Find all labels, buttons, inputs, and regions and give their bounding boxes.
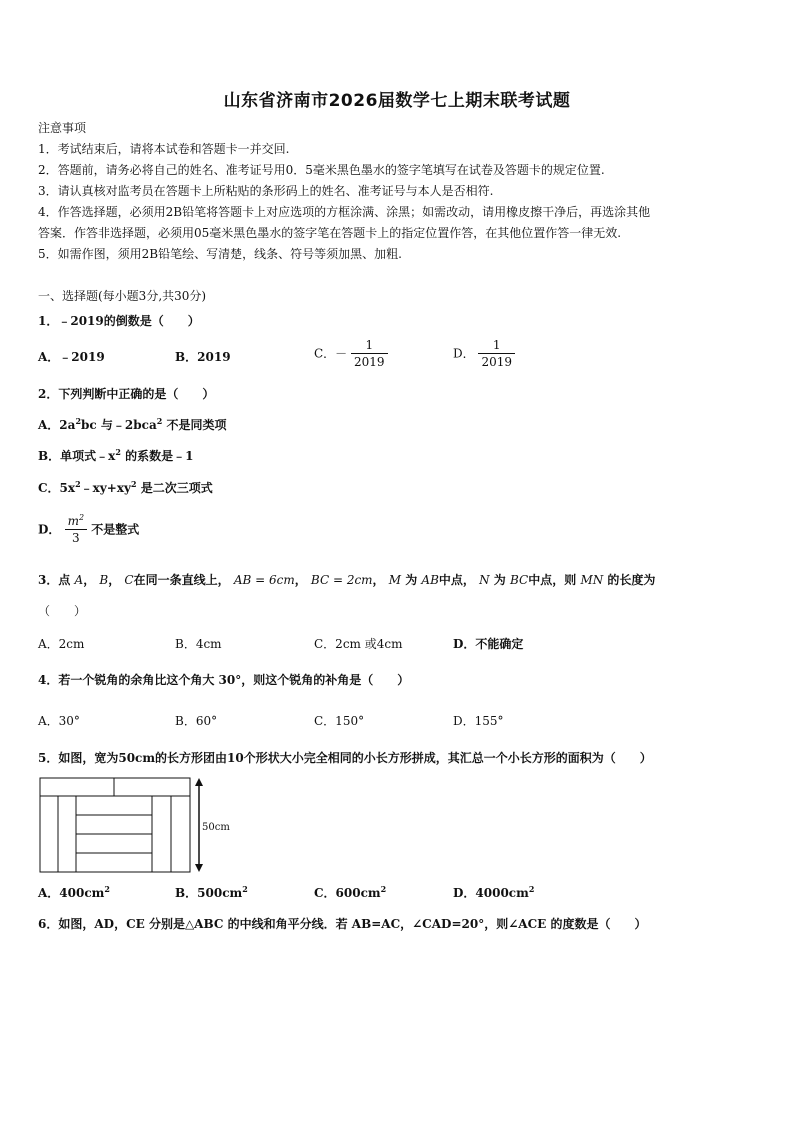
q2-stem: 2．下列判断中正确的是（ ）: [38, 387, 215, 401]
q2-c-exponent-2: 2: [130, 479, 137, 489]
q4-option-c: C．150°: [314, 714, 365, 728]
q3-text-2: 在同一条直线上，: [133, 573, 230, 587]
q5-option-b: [175, 885, 248, 901]
note-item-4-cont: 答案．作答非选择题，必须用05毫米黑色墨水的签字笔在答题卡上的指定位置作答，在其他位置作答一律无效.: [38, 226, 622, 240]
q5-c-text: C．600cm: [314, 886, 381, 900]
q6-stem: 6．如图，AD，CE 分别是△ABC 的中线和角平分线．若 AB=AC，∠CAD=20°，则∠ACE 的度数是（ ）: [38, 917, 647, 931]
q3-option-b: B．4cm: [175, 637, 222, 651]
q5-c-exponent: 2: [380, 884, 387, 894]
q5-d-exponent: 2: [528, 884, 535, 894]
page-title: 山东省济南市2026届数学七上期末联考试题: [223, 91, 571, 111]
q1-option-b: B．2019: [175, 350, 231, 364]
q1-option-d-fraction: [478, 337, 515, 370]
q5-b-exponent: 2: [242, 884, 248, 894]
q3-segment-bc: BC: [510, 573, 529, 587]
q5-d-text: D．4000cm: [453, 886, 529, 900]
q3-text-7: 的长度为: [607, 573, 656, 587]
q2-b-exponent: 2: [115, 447, 121, 457]
q2-option-b: [38, 448, 193, 464]
q2-b-text-1: B．单项式﹣x: [38, 449, 116, 463]
q2-d-fraction: [65, 513, 87, 546]
q3-segment-mn: MN: [580, 573, 604, 587]
q2-a-text-2: bc 与﹣2bca: [81, 418, 157, 432]
figure-width-label: 50cm: [202, 822, 230, 833]
q1-option-a: A．﹣2019: [38, 350, 105, 364]
q3-ab-length: AB = 6cm: [233, 573, 295, 587]
q2-option-d: [38, 513, 139, 546]
q2-c-exponent-1: 2: [75, 479, 81, 489]
q3-option-d: D．不能确定: [453, 637, 524, 651]
q2-b-text-2: 的系数是﹣1: [120, 449, 194, 463]
q2-a-text-1: A．2a: [38, 418, 76, 432]
q2-d-numerator-exponent: 2: [79, 513, 85, 522]
q1-c-numerator: 1: [365, 338, 374, 352]
q4-option-d: D．155°: [453, 714, 504, 728]
q4-option-b: B．60°: [175, 714, 218, 728]
note-item-5: 5．如需作图，须用2B铅笔绘、写清楚，线条、符号等须加黑、加粗.: [38, 247, 402, 261]
notes-heading: 注意事项: [38, 121, 87, 135]
note-item-2: 2．答题前，请务必将自己的姓名、准考证号用0．5毫米黑色墨水的签字笔填写在试卷及答题卡的规定位置.: [38, 163, 605, 177]
q3-text-1: 3．点: [38, 573, 71, 587]
q3-stem: 3．点 A， B， C在同一条直线上， AB = 6cm， BC = 2cm， M 为 AB中点， N 为 BC中点，则 MN 的长度为: [38, 573, 656, 587]
q3-point-m: M: [388, 573, 402, 587]
q2-option-c: [38, 480, 213, 496]
q2-option-a: [38, 417, 226, 433]
q3-text-5: 为: [493, 573, 506, 587]
q3-segment-ab: AB: [421, 573, 439, 587]
q5-b-text: B．500cm: [175, 886, 243, 900]
q3-option-c: C．2cm 或4cm: [314, 637, 403, 651]
q3-bc-length: BC = 2cm: [310, 573, 373, 587]
q1-d-denominator: 2019: [481, 355, 512, 369]
q4-option-a: A．30°: [38, 714, 80, 728]
arrow-up-icon: [195, 778, 203, 786]
q5-option-c: [314, 885, 386, 901]
q1-stem: 1．﹣2019的倒数是（ ）: [38, 314, 200, 328]
q5-stem: 5．如图，宽为50cm的长方形团由10个形状大小完全相同的小长方形拼成，其汇总一个小长方形的面积为（ ）: [38, 751, 652, 765]
q2-d-numerator: [65, 513, 87, 529]
q2-c-text-3: 是二次三项式: [136, 481, 213, 495]
figure-outer-rectangle: [40, 778, 190, 872]
q1-option-c: [314, 337, 388, 370]
q3-point-c: C: [124, 573, 134, 587]
q1-d-numerator: 1: [492, 338, 501, 352]
q1-option-d-prefix: D．: [453, 346, 475, 361]
note-item-3: 3．请认真核对监考员在答题卡上所粘贴的条形码上的姓名、准考证号与本人是否相符.: [38, 184, 494, 198]
q2-c-text-2: ﹣xy+xy: [80, 481, 131, 495]
section-heading: 一、选择题(每小题3分,共30分): [38, 289, 207, 303]
q2-d-prefix: D．: [38, 522, 61, 537]
q1-c-denominator: 2019: [354, 355, 385, 369]
q2-d-denominator: 3: [72, 531, 80, 545]
q3-paren: （ ）: [38, 604, 87, 618]
q3-point-n: N: [479, 573, 490, 587]
q3-point-a: A: [74, 573, 84, 587]
q2-a-exponent-1: 2: [75, 416, 82, 426]
q3-text-4: 中点，: [438, 573, 475, 587]
q1-option-c-fraction: [351, 337, 388, 370]
q5-rectangle-figure: [38, 776, 248, 876]
q5-a-text: A．400cm: [38, 886, 105, 900]
q5-option-d: [453, 885, 534, 901]
q4-stem: 4．若一个锐角的余角比这个角大 30°，则这个锐角的补角是（ ）: [38, 673, 410, 687]
q3-point-b: B: [99, 573, 109, 587]
note-item-1: 1．考试结束后，请将本试卷和答题卡一并交回.: [38, 142, 290, 156]
q2-d-text: 不是整式: [91, 522, 140, 537]
q1-option-c-prefix: C．－: [314, 346, 348, 361]
q2-d-numerator-base: m: [67, 514, 79, 528]
arrow-down-icon: [195, 864, 203, 872]
q2-a-exponent-2: 2: [156, 416, 163, 426]
q3-text-3: 为: [405, 573, 418, 587]
q2-c-text-1: C．5x: [38, 481, 76, 495]
q3-option-a: A．2cm: [38, 637, 85, 651]
q3-text-6: 中点，则: [528, 573, 577, 587]
q2-a-text-3: 不是同类项: [162, 418, 227, 432]
q1-option-d: [453, 337, 515, 370]
note-item-4: 4．作答选择题，必须用2B铅笔将答题卡上对应选项的方框涂满、涂黑；如需改动，请用橡皮擦干净后，再选涂其他: [38, 205, 651, 219]
q5-a-exponent: 2: [104, 884, 110, 894]
q5-option-a: [38, 885, 110, 901]
